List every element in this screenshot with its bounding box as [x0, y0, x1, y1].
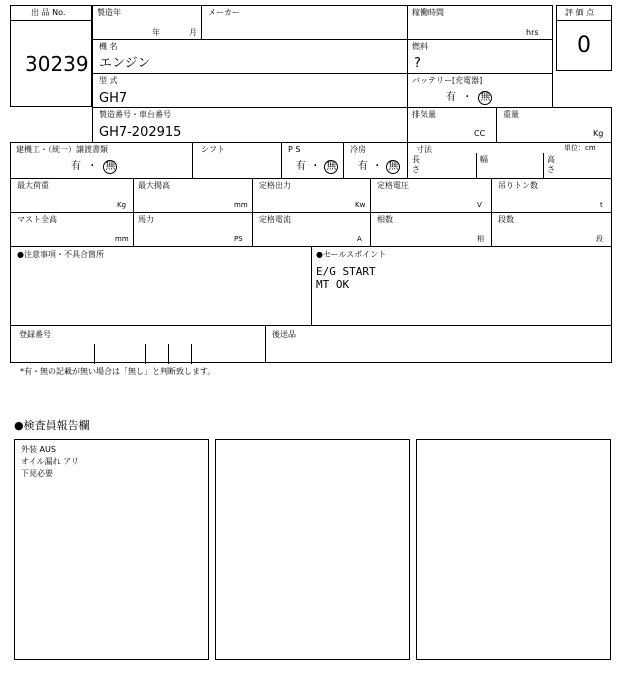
stage-count-cell: 段数 段 [491, 212, 612, 247]
phase-count-cell: 相数 相 [370, 212, 492, 247]
sales-line-2: MT OK [316, 278, 350, 291]
hoist-ton-cell: 吊りトン数 t [491, 178, 612, 213]
max-load-cell: 最大荷重 Kg [10, 178, 134, 213]
inspector-box-3 [416, 439, 611, 660]
inspector-line-1: 外装 AUS [21, 445, 56, 454]
inspector-line-3: 下見必要 [21, 469, 53, 478]
dim-divider-2 [543, 153, 544, 179]
inspector-box-1 [14, 439, 209, 660]
machine-name-cell: 機 名 エンジン [92, 39, 408, 74]
reg-divider-4 [191, 344, 192, 364]
dim-divider-1 [476, 153, 477, 179]
fuel-cell: 燃料 ? [407, 39, 553, 74]
maker-cell: メーカー [201, 5, 408, 40]
rating-header: 評 価 点 [556, 5, 612, 21]
exhibit-no-value: 30239 [25, 52, 89, 76]
reibo-nashi-circled: 無 [388, 161, 399, 172]
horsepower-cell: 馬力 PS [133, 212, 253, 247]
inspector-line-2: オイル漏れ アリ [21, 457, 79, 466]
sales-line-1: E/G START [316, 265, 376, 278]
sales-point-cell: ●セールスポイント E/G START MT OK [311, 246, 612, 326]
rating-value: 0 [577, 33, 591, 58]
battery-nashi-circled: 無 [480, 92, 491, 103]
inspector-title: ●検査員報告欄 [14, 419, 90, 432]
mast-height-cell: マスト全高 mm [10, 212, 134, 247]
model-cell: 型 式 GH7 [92, 73, 408, 108]
notes-cell: ●注意事項・不具合箇所 [10, 246, 312, 326]
power-steering-cell: P S 有 ・ 無 [281, 142, 344, 179]
reg-divider-1 [94, 344, 95, 364]
air-conditioning-cell: 冷房 有 ・ 無 [343, 142, 408, 179]
weight-cell: 重量 Kg [496, 107, 612, 143]
manufacture-year-cell: 製造年 年 月 [92, 5, 202, 40]
reg-divider-3 [168, 344, 169, 364]
inspector-box-2 [215, 439, 410, 660]
rated-output-cell: 定格出力 Kw [252, 178, 371, 213]
dimensions-cell: 寸法 単位：cm 長 さ 幅 高 さ [407, 142, 612, 179]
operating-hours-cell: 稼働時間 hrs [407, 5, 553, 40]
footnote: *有・無の記載が無い場合は「無し」と判断致します。 [20, 367, 216, 376]
max-lift-cell: 最大揚高 mm [133, 178, 253, 213]
rated-current-cell: 定格電流 A [252, 212, 371, 247]
ps-nashi-circled: 無 [326, 161, 337, 172]
transfer-documents-cell: 建機工・（統一）譲渡書類 有 ・ 無 [10, 142, 193, 179]
follow-up-items-cell: 後送品 [265, 325, 612, 363]
rated-voltage-cell: 定格電圧 V [370, 178, 492, 213]
displacement-cell: 排気量 CC [407, 107, 497, 143]
battery-cell: バッテリー[充電器] 有 ・ 無 [407, 73, 553, 108]
shift-cell: シフト [192, 142, 282, 179]
exhibit-no-header: 出 品 No. [10, 5, 92, 21]
registration-cell: 登録番号 [10, 325, 266, 363]
rating-box [556, 20, 612, 71]
exhibit-no-box [10, 20, 92, 107]
kenki-nashi-circled: 無 [105, 161, 116, 172]
reg-divider-2 [145, 344, 146, 364]
serial-number-cell: 製造番号・車台番号 GH7-202915 [92, 107, 408, 143]
